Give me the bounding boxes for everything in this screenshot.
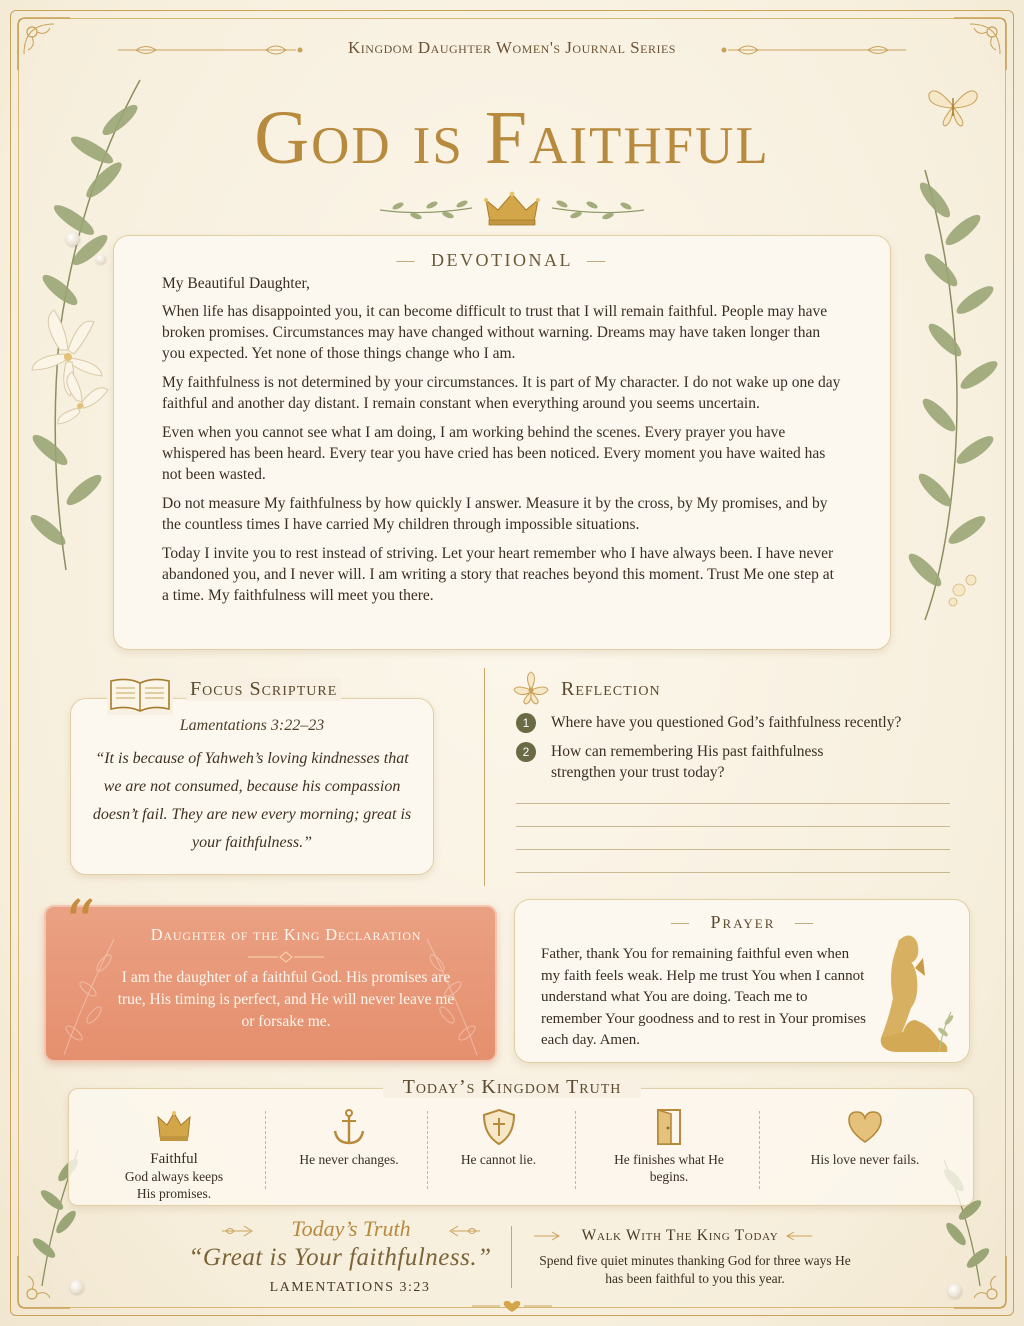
focus-scripture-title: Focus Scripture	[186, 678, 341, 701]
prayer-title: Prayer	[710, 912, 776, 932]
declaration-text: I am the daughter of a faithful God. His promises are true, His timing is perfect, and He will never leave me or forsake me.	[117, 969, 455, 1030]
heart-flourish-icon	[470, 1298, 554, 1314]
arrow-flourish-icon	[446, 1224, 482, 1238]
question-number: 1	[516, 713, 536, 733]
crown-laurel-icon	[372, 186, 652, 230]
truth-separator	[265, 1111, 266, 1189]
today-truth-quote: “Great is Your faithfulness.”	[188, 1244, 492, 1271]
truth-item	[589, 1089, 749, 1207]
walk-with-king-text: Spend five quiet minutes thanking God for three ways He has been faithful to you this year.	[539, 1253, 851, 1286]
pearl-icon	[948, 1284, 962, 1298]
crown-icon	[154, 1107, 194, 1147]
truth-item-text: He cannot lie.	[460, 1152, 537, 1167]
dash-ornament: —	[775, 912, 815, 932]
truth-item	[274, 1089, 424, 1207]
kingdom-truth-card	[68, 1088, 974, 1206]
dash-ornament: —	[396, 250, 431, 270]
devotional-paragraph: My faithfulness is not determined by your circumstances. It is part of My character. I do not wake up one day faithful and another day distant. I remain constant when everything around you seems uncertain.	[162, 374, 841, 412]
devotional-paragraph: Do not measure My faithfulness by how quickly I answer. Measure it by the cross, by My promises, and by the countless times I have carried My children through impossible situations.	[162, 495, 828, 533]
divider-ornament-icon	[246, 951, 326, 963]
section-divider	[484, 668, 486, 886]
writing-line[interactable]	[516, 872, 950, 873]
arrow-flourish-icon	[532, 1230, 562, 1242]
kingdom-truth-heading-row	[0, 1076, 1024, 1099]
declaration-card	[44, 905, 497, 1062]
reflection-question	[516, 741, 846, 783]
series-title: Kingdom Daughter Women's Journal Series	[348, 38, 676, 57]
writing-line[interactable]	[516, 803, 950, 804]
today-truth-title: Today’s Truth	[291, 1216, 411, 1241]
arrow-flourish-icon	[220, 1224, 256, 1238]
devotional-card	[113, 235, 891, 650]
pearl-icon	[96, 254, 106, 264]
writing-line[interactable]	[516, 826, 950, 827]
anchor-icon	[329, 1107, 369, 1147]
truth-item	[431, 1089, 566, 1207]
devotional-paragraph: Even when you cannot see what I am doing, I am working behind the scenes. Every prayer you have whispered has been heard. Every tear you have cried has been noticed. Every moment you have waited has not been wasted.	[162, 424, 826, 483]
truth-item-title: Faithful	[150, 1151, 198, 1167]
devotional-salutation: My Beautiful Daughter,	[162, 275, 310, 292]
truth-separator	[427, 1111, 428, 1189]
question-text: How can remembering His past faithfulness strengthen your trust today?	[551, 743, 824, 781]
reflection-title: Reflection	[561, 678, 661, 700]
devotional-heading: DEVOTIONAL	[431, 250, 573, 270]
devotional-paragraph: Today I invite you to rest instead of striving. Let your heart remember who I have always been. I have never abandoned you, and I never will. I am writing a story that reaches beyond this moment. Trust Me one step at a time. My faithfulness will meet you there.	[162, 545, 834, 604]
truth-item-text: His love never fails.	[810, 1152, 920, 1167]
today-truth-reference: LAMENTATIONS 3:23	[269, 1280, 431, 1295]
dash-ornament: —	[671, 912, 711, 932]
pearl-icon	[66, 232, 80, 246]
open-book-icon	[107, 675, 173, 715]
open-door-icon	[649, 1107, 689, 1147]
heart-icon	[845, 1107, 885, 1147]
declaration-title: Daughter of the King Declaration	[150, 925, 422, 944]
devotional-paragraph: When life has disappointed you, it can become difficult to trust that I will remain faithful. People may have broken promises. Circumstances may have changed without warning. Dreams may have taken longer than you expected. Yet none of those things change who I am.	[162, 303, 828, 362]
truth-item-text: He never changes.	[299, 1152, 399, 1167]
truth-item	[769, 1089, 961, 1207]
scripture-reference: Lamentations 3:22–23	[179, 717, 325, 734]
focus-scripture-card	[70, 698, 434, 875]
kingdom-truth-heading: Today’s Kingdom Truth	[383, 1076, 642, 1098]
writing-line[interactable]	[516, 849, 950, 850]
quote-mark-icon: “	[64, 886, 96, 959]
lily-icon	[512, 670, 550, 706]
prayer-text: Father, thank You for remaining faithful even when my faith feels weak. Help me trust You when I cannot understand what You are doing. Teach me to remember Your goodness and to rest in Your promises each day. Amen.	[541, 946, 866, 1048]
kneeling-woman-icon	[859, 928, 959, 1056]
reflection-question	[516, 712, 946, 733]
question-text: Where have you questioned God’s faithfulness recently?	[551, 714, 902, 731]
devotional-heading-row	[162, 250, 842, 271]
shield-cross-icon	[479, 1107, 519, 1147]
olive-branch-right-icon	[895, 160, 1005, 630]
pearl-icon	[70, 1280, 84, 1294]
dash-ornament: —	[572, 250, 608, 270]
scripture-quote: “It is because of Yahweh’s loving kindnesses that we are not consumed, because his compassion doesn’t fail. They are new every morning; great is your faithfulness.”	[92, 750, 412, 851]
page-title: God is Faithful	[254, 96, 770, 180]
prayer-card	[514, 899, 970, 1063]
walk-with-king-title: Walk With The King Today	[581, 1227, 779, 1244]
truth-item-text: God always keeps His promises.	[124, 1169, 224, 1201]
truth-separator	[759, 1111, 760, 1189]
truth-item-text: He finishes what He begins.	[614, 1152, 724, 1184]
bottom-divider	[511, 1226, 512, 1288]
butterfly-icon	[925, 80, 981, 130]
truth-separator	[575, 1111, 576, 1189]
truth-item	[99, 1089, 249, 1207]
question-number: 2	[516, 742, 536, 762]
